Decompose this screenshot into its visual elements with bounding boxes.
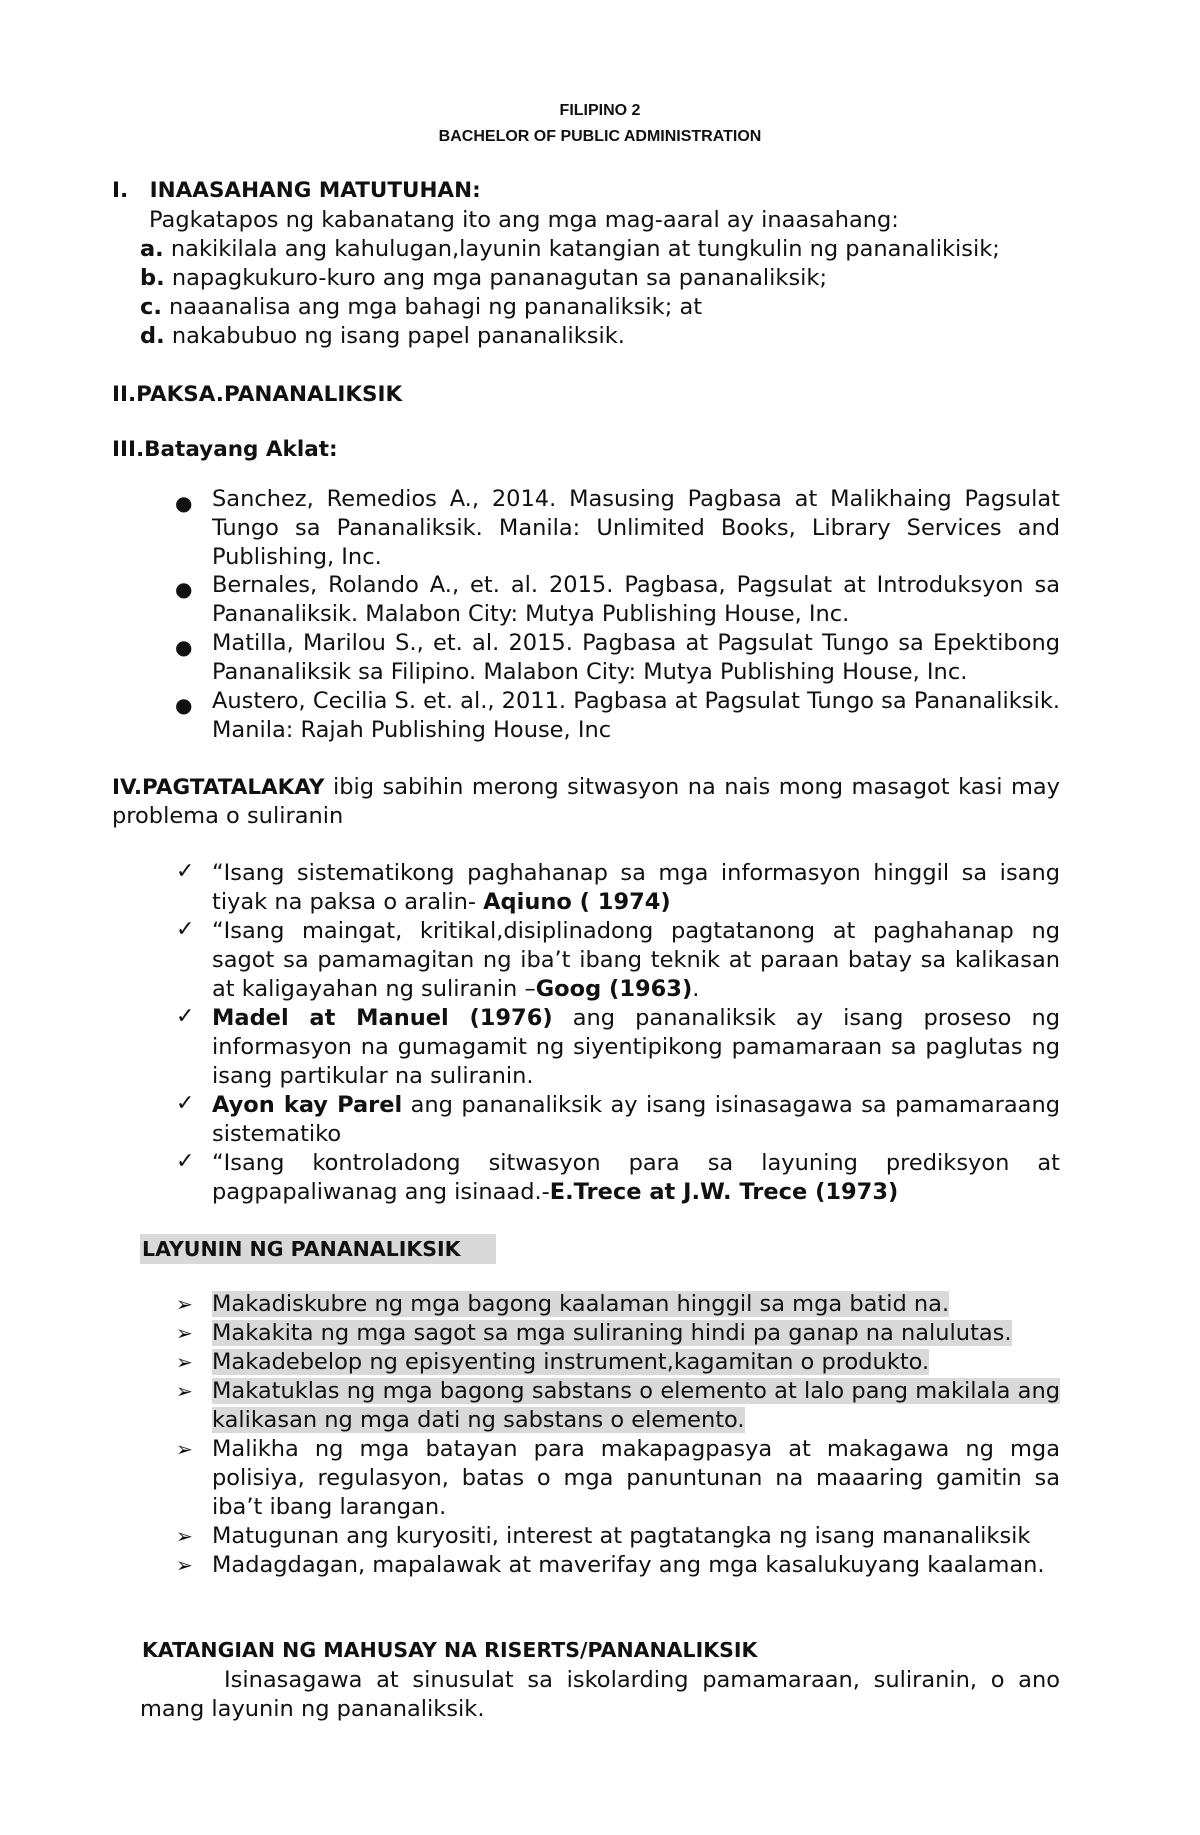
objective-b: b. napagkukuro-kuro ang mga pananagutan sa pananaliksik; — [140, 265, 828, 291]
arrow-bullet-icon: ➢ — [176, 1379, 193, 1403]
definition-item: “Isang sistematikong paghahanap sa mga informasyon hinggil sa isang tiyak na paksa o aralin- Aqiuno ( 1974) — [212, 860, 1060, 915]
objective-list-item: Makatuklas ng mga bagong sabstans o elemento at lalo pang makilala ang kalikasan ng mga dati ng sabstans o elemento. — [212, 1378, 1060, 1433]
reference-item: Bernales, Rolando A., et. al. 2015. Pagbasa, Pagsulat at Introduksyon sa Pananaliksik. Malabon City: Mutya Publishing House, Inc. — [212, 572, 1060, 627]
objective-list-item: Makadebelop ng episyenting instrument,kagamitan o produkto. — [212, 1349, 930, 1375]
section-1-number: I. — [112, 178, 129, 203]
arrow-bullet-icon: ➢ — [176, 1321, 193, 1345]
checkmark-icon: ✓ — [176, 1091, 195, 1116]
arrow-bullet-icon: ➢ — [176, 1292, 193, 1316]
checkmark-icon: ✓ — [176, 1149, 195, 1174]
reference-item: Austero, Cecilia S. et. al., 2011. Pagbasa at Pagsulat Tungo sa Pananaliksik. Manila: Rajah Publishing House, Inc — [212, 688, 1060, 743]
arrow-bullet-icon: ➢ — [176, 1524, 193, 1548]
checkmark-icon: ✓ — [176, 859, 195, 884]
checkmark-icon: ✓ — [176, 917, 195, 942]
definition-item: Madel at Manuel (1976) ang pananaliksik ay isang proseso ng informasyon na gumagamit ng siyentipikong pamamaraan sa paglutas ng isang partikular na suliranin. — [212, 1005, 1060, 1089]
section-4-heading: IV.PAGTATALAKAY — [112, 775, 325, 800]
definition-item: “Isang kontroladong sitwasyon para sa layuning prediksyon at pagpapaliwanag ang isinaad.-E.Trece at J.W. Trece (1973) — [212, 1150, 1060, 1205]
section-1-heading — [112, 178, 481, 203]
layunin-heading: LAYUNIN NG PANANALIKSIK — [140, 1234, 496, 1264]
arrow-bullet-icon: ➢ — [176, 1350, 193, 1374]
section-1-title: INAASAHANG MATUTUHAN: — [149, 178, 481, 203]
section-4-paragraph: IV.PAGTATALAKAY ibig sabihin merong sitwasyon na nais mong masagot kasi may problema o suliranin — [112, 774, 1060, 829]
course-title: FILIPINO 2 — [559, 102, 641, 119]
objective-d: d. nakabubuo ng isang papel pananaliksik. — [140, 323, 625, 349]
section-1-intro: Pagkatapos ng kabanatang ito ang mga mag-aaral ay inaasahang: — [149, 207, 899, 233]
objective-list-item: Makakita ng mga sagot sa mga suliraning hindi pa ganap na nalulutas. — [212, 1320, 1012, 1346]
bullet-icon: ● — [175, 577, 193, 601]
definition-item: Ayon kay Parel ang pananaliksik ay isang isinasagawa sa pamamaraang sistematiko — [212, 1092, 1060, 1147]
objective-list-item: Malikha ng mga batayan para makapagpasya at makagawa ng mga polisiya, regulasyon, batas o mga panuntunan na maaaring gamitin sa iba’t ibang larangan. — [212, 1436, 1060, 1520]
arrow-bullet-icon: ➢ — [176, 1437, 193, 1461]
bullet-icon: ● — [175, 635, 193, 659]
objective-c: c. naaanalisa ang mga bahagi ng pananaliksik; at — [140, 294, 703, 320]
reference-item: Sanchez, Remedios A., 2014. Masusing Pagbasa at Malikhaing Pagsulat Tungo sa Pananaliksik. Manila: Unlimited Books, Library Services and Publishing, Inc. — [212, 486, 1060, 570]
katangian-paragraph: Isinasagawa at sinusulat sa iskolarding pamamaraan, suliranin, o ano mang layunin ng pananaliksik. — [140, 1667, 1060, 1722]
program-title: BACHELOR OF PUBLIC ADMINISTRATION — [438, 128, 762, 145]
bullet-icon: ● — [175, 693, 193, 717]
objective-list-item: Madagdagan, mapalawak at maverifay ang mga kasalukuyang kaalaman. — [212, 1552, 1045, 1578]
katangian-heading: KATANGIAN NG MAHUSAY NA RISERTS/PANANALIKSIK — [142, 1638, 758, 1662]
objective-list-item: Matugunan ang kuryositi, interest at pagtatangka ng isang mananaliksik — [212, 1523, 1031, 1549]
checkmark-icon: ✓ — [176, 1004, 195, 1029]
definition-item: “Isang maingat, kritikal,disiplinadong pagtatanong at paghahanap ng sagot sa pamamagitan ng iba’t ibang teknik at paraan batay sa kalikasan at kaligayahan ng suliranin –Goog (1963). — [212, 918, 1060, 1002]
objective-list-item: Makadiskubre ng mga bagong kaalaman hinggil sa mga batid na. — [212, 1291, 950, 1317]
reference-item: Matilla, Marilou S., et. al. 2015. Pagbasa at Pagsulat Tungo sa Epektibong Pananaliksik sa Filipino. Malabon City: Mutya Publishing House, Inc. — [212, 630, 1060, 685]
bullet-icon: ● — [175, 491, 193, 515]
section-2-heading: II.PAKSA.PANANALIKSIK — [112, 382, 403, 407]
arrow-bullet-icon: ➢ — [176, 1553, 193, 1577]
section-3-heading: III.Batayang Aklat: — [112, 437, 338, 462]
objective-a: a. nakikilala ang kahulugan,layunin katangian at tungkulin ng pananalikisik; — [140, 236, 1000, 262]
